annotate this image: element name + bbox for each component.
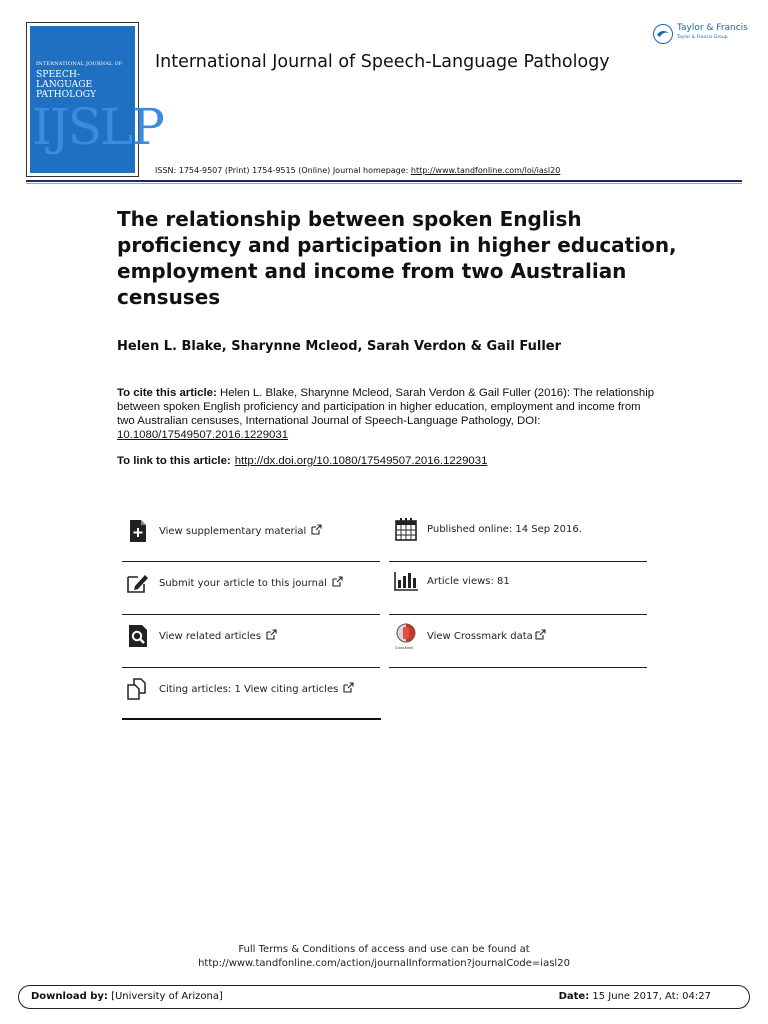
external-link-icon: [332, 576, 343, 590]
related-label: View related articles: [159, 630, 262, 642]
bar-chart-icon: [395, 569, 417, 593]
terms-line1: Full Terms & Conditions of access and use can be found at: [238, 944, 530, 955]
calendar-icon: [395, 517, 417, 541]
download-date-label: Date:: [558, 991, 590, 1002]
grid-bottom-divider: [122, 718, 381, 720]
download-by-value: [University of Arizona]: [107, 991, 223, 1002]
external-link-icon: [266, 629, 277, 643]
cover-name-line1: SPEECH-LANGUAGE: [36, 69, 93, 90]
issn-text: ISSN: 1754-9507 (Print) 1754-9515 (Online) Journal homepage:: [155, 166, 411, 175]
journal-cover-image: [26, 22, 163, 177]
terms-url-link[interactable]: http://www.tandfonline.com/action/journalInformation?journalCode=iasl20: [198, 958, 570, 969]
link-label: To link to this article:: [117, 455, 231, 467]
header-divider-thin: [26, 183, 742, 184]
download-by-label: Download by:: [31, 991, 108, 1002]
citing-documents-icon: [127, 677, 149, 701]
journal-homepage-link[interactable]: http://www.tandfonline.com/loi/iasl20: [410, 166, 561, 175]
download-date-value: 15 June 2017, At: 04:27: [589, 991, 711, 1002]
cover-name-line2: PATHOLOGY: [36, 89, 97, 100]
download-info-bar: [18, 985, 750, 1009]
journal-title[interactable]: International Journal of Speech-Language Pathology: [155, 52, 610, 72]
download-by: [31, 991, 223, 1002]
publisher-name: Taylor & Francis: [677, 23, 748, 33]
terms-notice: [0, 943, 768, 971]
search-document-icon: [127, 624, 149, 648]
cover-journal-name: [36, 70, 136, 100]
article-title: The relationship between spoken English proficiency and participation in higher education, employment and income from two Australian censuses: [117, 207, 677, 309]
view-related-articles-link[interactable]: [127, 610, 277, 662]
external-link-icon: [343, 682, 354, 696]
citing-label: Citing articles: 1 View citing articles: [159, 683, 339, 695]
citation-text: Helen L. Blake, Sharynne Mcleod, Sarah Verdon & Gail Fuller (2016): The relationship between spoken English proficiency and participation in higher education, employment and income from two Australian censuses, International Journal of Speech-Language Pathology, DOI:: [117, 387, 655, 427]
document-plus-icon: [127, 519, 149, 543]
publisher-logo[interactable]: [653, 22, 749, 48]
views-label: Article views: 81: [427, 575, 510, 587]
article-authors: Helen L. Blake, Sharynne Mcleod, Sarah Verdon & Gail Fuller: [117, 339, 562, 354]
crossmark-caption: CrossMark: [395, 646, 414, 650]
grid-divider: [389, 667, 647, 668]
submit-label: Submit your article to this journal: [159, 577, 327, 589]
crossmark-icon: [395, 624, 417, 648]
cover-background: [30, 26, 163, 173]
taylor-francis-emblem-icon: [653, 24, 673, 44]
download-date: [559, 991, 711, 1002]
crossmark-label: View Crossmark data: [427, 630, 533, 642]
view-citing-articles-link[interactable]: [127, 663, 354, 715]
citation-block: [117, 386, 657, 442]
cover-subtitle: INTERNATIONAL JOURNAL OF: [36, 61, 123, 67]
header-divider: [26, 180, 742, 182]
cover-letters: IJSLP: [32, 98, 163, 156]
submit-article-link[interactable]: [127, 557, 343, 609]
supplementary-label: View supplementary material: [159, 525, 307, 537]
external-link-icon: [535, 629, 546, 643]
view-crossmark-link[interactable]: [395, 610, 546, 662]
issn-line: [155, 166, 560, 175]
edit-icon: [127, 571, 149, 595]
published-online-info: [395, 503, 582, 555]
view-supplementary-material-link[interactable]: [127, 505, 322, 557]
article-views-info: [395, 555, 510, 607]
citation-label: To cite this article:: [117, 387, 217, 399]
publisher-group: Taylor & Francis Group: [677, 35, 728, 40]
external-link-icon: [311, 524, 322, 538]
article-link-line: [117, 455, 487, 467]
published-label: Published online: 14 Sep 2016.: [427, 523, 582, 535]
citation-doi-link[interactable]: 10.1080/17549507.2016.1229031: [117, 429, 289, 441]
article-doi-url-link[interactable]: http://dx.doi.org/10.1080/17549507.2016.1229031: [234, 455, 488, 467]
